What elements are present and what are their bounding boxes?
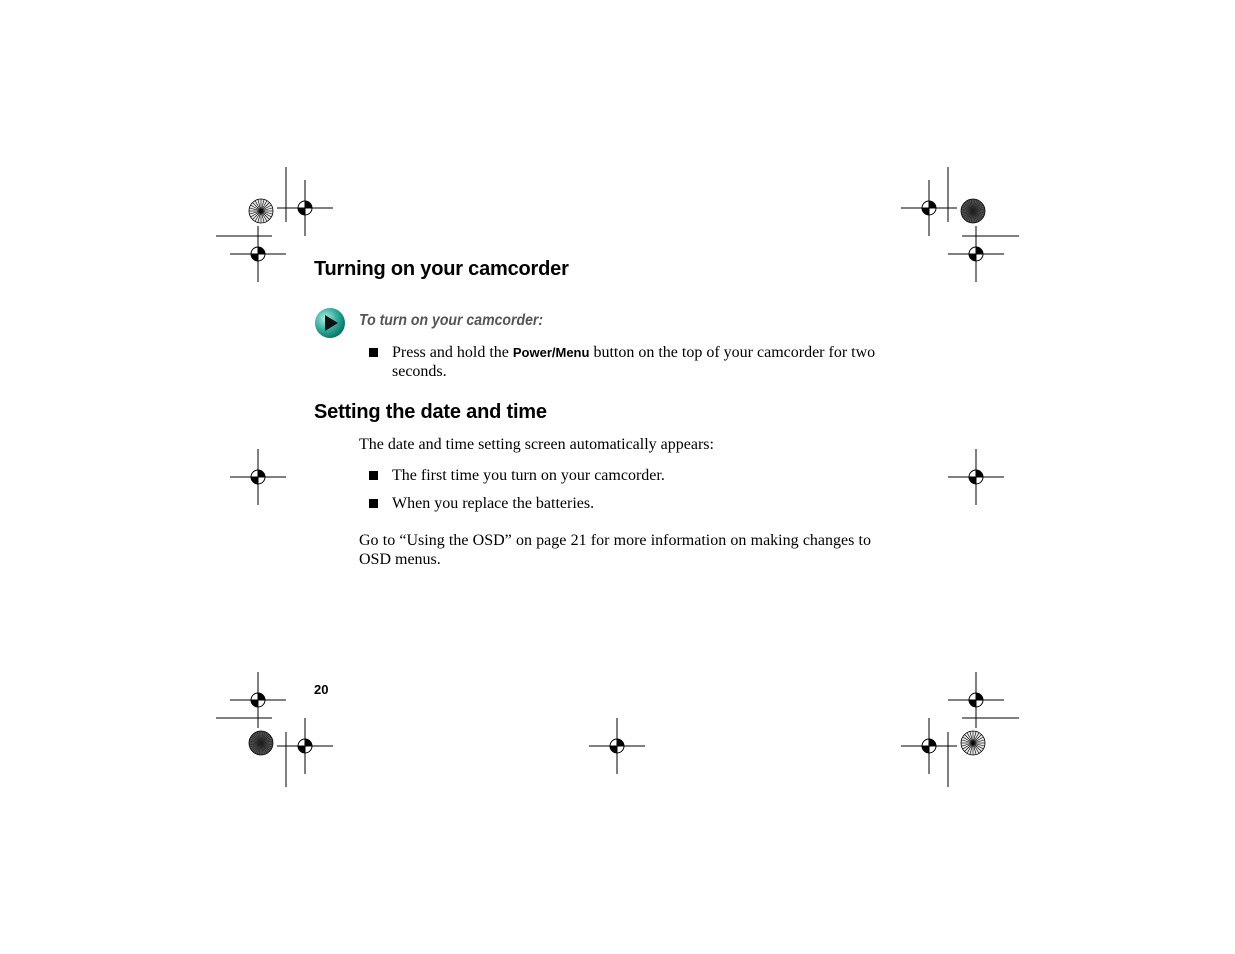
crosshair-icon	[230, 449, 286, 505]
crosshair-icon	[948, 672, 1004, 728]
list-item	[369, 466, 899, 485]
page-number: 20	[314, 682, 329, 697]
crosshair-icon	[230, 672, 286, 728]
crosshair-icon	[901, 180, 957, 236]
procedure-title: To turn on your camcorder:	[359, 312, 544, 329]
section-heading-date-time: Setting the date and time	[314, 401, 547, 423]
crosshair-icon	[589, 718, 645, 774]
list-item-text: When you replace the batteries.	[392, 495, 595, 512]
crosshair-icon	[277, 180, 333, 236]
list-item-text: The first time you turn on your camcorder.	[392, 467, 665, 484]
crosshair-icon	[230, 226, 286, 282]
play-arrow-icon	[314, 307, 346, 339]
starburst-icon	[961, 199, 985, 223]
crosshair-icon	[948, 449, 1004, 505]
power-menu-label: Power/Menu	[512, 345, 590, 360]
crosshair-icon	[948, 226, 1004, 282]
outro-paragraph: Go to “Using the OSD” on page 21 for more information on making changes to OSD menus.	[359, 532, 871, 568]
bullet-square-icon	[369, 471, 378, 480]
starburst-icon	[249, 731, 273, 755]
bullet-square-icon	[369, 348, 378, 357]
starburst-icon	[249, 199, 273, 223]
procedure-step	[369, 343, 899, 381]
bullet-square-icon	[369, 499, 378, 508]
crosshair-icon	[901, 718, 957, 774]
section-heading-turning-on: Turning on your camcorder	[314, 258, 569, 280]
intro-paragraph: The date and time setting screen automatically appears:	[359, 436, 714, 453]
procedure-step-text: Press and hold the Power/Menu button on the top of your camcorder for two seconds.	[392, 344, 876, 380]
starburst-icon	[961, 731, 985, 755]
list-item	[369, 494, 899, 513]
crosshair-icon	[277, 718, 333, 774]
